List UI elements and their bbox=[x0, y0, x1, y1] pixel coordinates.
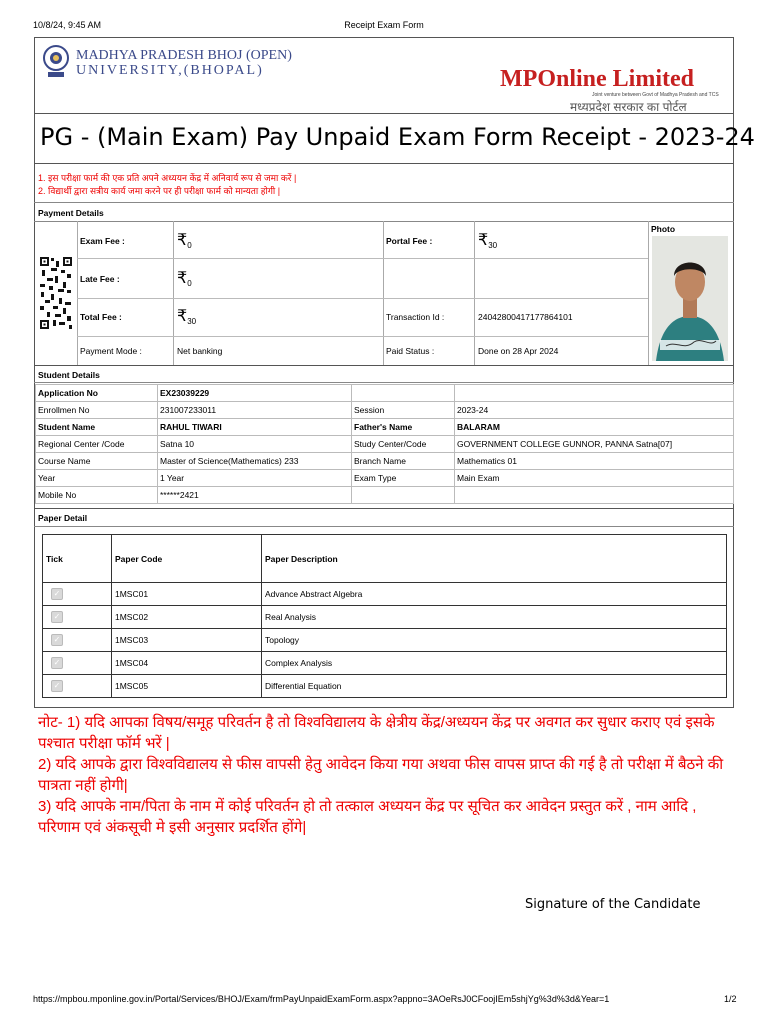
print-datetime: 10/8/24, 9:45 AM bbox=[33, 20, 102, 30]
paper-table bbox=[42, 534, 727, 698]
divider bbox=[34, 526, 734, 527]
paper-description: Differential Equation bbox=[262, 675, 727, 698]
student-field-label: Branch Name bbox=[352, 453, 455, 470]
paper-tick-checkbox[interactable]: ✓ bbox=[51, 634, 63, 646]
paper-header-code: Paper Code bbox=[112, 535, 262, 583]
student-field-value: RAHUL TIWARI bbox=[158, 419, 352, 436]
student-field-label: Student Name bbox=[36, 419, 158, 436]
paid-status-value: Done on 28 Apr 2024 bbox=[478, 346, 559, 356]
paper-row bbox=[43, 675, 727, 698]
paper-description: Advance Abstract Algebra bbox=[262, 583, 727, 606]
paper-row bbox=[43, 606, 727, 629]
paper-section-title: Paper Detail bbox=[38, 513, 88, 523]
student-field-label: Mobile No bbox=[36, 487, 158, 504]
student-field-value bbox=[455, 385, 734, 402]
divider bbox=[34, 163, 734, 164]
student-field-value: 1 Year bbox=[158, 470, 352, 487]
note-3: 3) यदि आपके नाम/पिता के नाम में कोई परिवर्तन हो तो तत्काल अध्ययन केंद्र पर सूचित कर आवेदन प्रस्तुत करें , नाम आदि , परिणाम एवं अंकसूची मे इसी अनुसार प्रदर्शित होंगे| bbox=[38, 798, 697, 836]
total-fee-value bbox=[177, 306, 196, 326]
student-field-label bbox=[352, 487, 455, 504]
print-url: https://mpbou.mponline.gov.in/Portal/Services/BHOJ/Exam/frmPayUnpaidExamForm.aspx?appno=3AOeRsJ0CFoojIEm5shjYg%3d%3d&Year=1 bbox=[33, 994, 610, 1004]
student-row bbox=[36, 436, 734, 453]
payment-mode-value: Net banking bbox=[177, 346, 223, 356]
student-field-value: GOVERNMENT COLLEGE GUNNOR, PANNA Satna[07] bbox=[455, 436, 734, 453]
student-field-value: Master of Science(Mathematics) 233 bbox=[158, 453, 352, 470]
paper-header-tick: Tick bbox=[43, 535, 112, 583]
exam-fee-value bbox=[177, 230, 192, 250]
rupee-icon: ₹ bbox=[177, 270, 188, 287]
portal-fee-value bbox=[478, 230, 497, 250]
total-fee-label: Total Fee : bbox=[80, 312, 122, 322]
grid-line bbox=[77, 336, 648, 337]
photo-label: Photo bbox=[651, 224, 676, 234]
payment-section-title: Payment Details bbox=[38, 208, 104, 218]
university-name-line2: UNIVERSITY,(BHOPAL) bbox=[76, 63, 264, 78]
student-row bbox=[36, 385, 734, 402]
paper-row bbox=[43, 629, 727, 652]
university-emblem bbox=[42, 44, 70, 80]
rupee-icon: ₹ bbox=[177, 232, 188, 249]
student-row bbox=[36, 487, 734, 504]
late-fee-value bbox=[177, 268, 192, 288]
rupee-icon: ₹ bbox=[478, 232, 489, 249]
paper-tick-cell bbox=[43, 652, 112, 675]
late-fee-amount: 0 bbox=[187, 279, 192, 288]
paper-code: 1MSC02 bbox=[112, 606, 262, 629]
paper-tick-cell bbox=[43, 629, 112, 652]
divider bbox=[34, 221, 734, 222]
instruction-1: 1. इस परीक्षा फार्म की एक प्रति अपने अध्ययन केंद्र में अनिवार्य रूप से जमा करें | bbox=[38, 173, 297, 183]
student-row bbox=[36, 402, 734, 419]
qr-code bbox=[39, 256, 73, 330]
transaction-id-value: 24042800417177864101 bbox=[478, 312, 573, 322]
student-field-value: 2023-24 bbox=[455, 402, 734, 419]
candidate-photo bbox=[652, 236, 728, 361]
student-row bbox=[36, 453, 734, 470]
student-field-value: BALARAM bbox=[455, 419, 734, 436]
divider bbox=[34, 113, 734, 114]
transaction-id-label: Transaction Id : bbox=[386, 312, 445, 322]
grid-line bbox=[648, 221, 649, 365]
paper-description: Real Analysis bbox=[262, 606, 727, 629]
paper-code: 1MSC05 bbox=[112, 675, 262, 698]
print-page-title: Receipt Exam Form bbox=[344, 20, 424, 30]
student-field-label bbox=[352, 385, 455, 402]
page-title: PG - (Main Exam) Pay Unpaid Exam Form Receipt - 2023-24 bbox=[40, 123, 755, 151]
student-field-label: Regional Center /Code bbox=[36, 436, 158, 453]
print-page-number: 1/2 bbox=[724, 994, 737, 1004]
paper-tick-checkbox[interactable]: ✓ bbox=[51, 588, 63, 600]
grid-line bbox=[77, 221, 78, 365]
student-field-label: Enrollmen No bbox=[36, 402, 158, 419]
signature-label: Signature of the Candidate bbox=[525, 897, 701, 912]
divider bbox=[34, 508, 734, 509]
student-row bbox=[36, 470, 734, 487]
instruction-2: 2. विद्यार्थी द्वारा सत्रीय कार्य जमा करने पर ही परीक्षा फार्म को मान्यता होगी | bbox=[38, 186, 281, 196]
student-field-label: Study Center/Code bbox=[352, 436, 455, 453]
paper-header-description: Paper Description bbox=[262, 535, 727, 583]
mponline-tagline: Joint venture between Govt of Madhya Pradesh and TCS bbox=[592, 92, 719, 98]
rupee-icon: ₹ bbox=[177, 308, 188, 325]
paper-row bbox=[43, 652, 727, 675]
mponline-logo bbox=[500, 66, 719, 115]
student-field-value: Satna 10 bbox=[158, 436, 352, 453]
student-field-label: Father's Name bbox=[352, 419, 455, 436]
exam-fee-amount: 0 bbox=[187, 241, 192, 250]
student-field-value: Mathematics 01 bbox=[455, 453, 734, 470]
divider bbox=[34, 365, 734, 366]
university-name bbox=[76, 48, 292, 78]
student-field-label: Course Name bbox=[36, 453, 158, 470]
paper-code: 1MSC03 bbox=[112, 629, 262, 652]
paper-tick-cell bbox=[43, 606, 112, 629]
late-fee-label: Late Fee : bbox=[80, 274, 120, 284]
mponline-brand: MPOnline Limited bbox=[500, 66, 694, 92]
paid-status-label: Paid Status : bbox=[386, 346, 435, 356]
student-field-value: Main Exam bbox=[455, 470, 734, 487]
student-details-table bbox=[35, 384, 734, 504]
paper-tick-checkbox[interactable]: ✓ bbox=[51, 611, 63, 623]
university-name-line1: MADHYA PRADESH BHOJ (OPEN) bbox=[76, 48, 292, 63]
paper-row bbox=[43, 583, 727, 606]
grid-line bbox=[173, 221, 174, 365]
student-section-title: Student Details bbox=[38, 370, 100, 380]
payment-mode-label: Payment Mode : bbox=[80, 346, 142, 356]
paper-tick-cell bbox=[43, 583, 112, 606]
grid-line bbox=[474, 221, 475, 365]
student-field-label: Exam Type bbox=[352, 470, 455, 487]
student-field-label: Session bbox=[352, 402, 455, 419]
student-field-value: EX23039229 bbox=[158, 385, 352, 402]
student-field-label: Application No bbox=[36, 385, 158, 402]
paper-description: Topology bbox=[262, 629, 727, 652]
total-fee-amount: 30 bbox=[187, 317, 197, 326]
grid-line bbox=[77, 258, 648, 259]
instructions bbox=[38, 172, 296, 198]
student-field-label: Year bbox=[36, 470, 158, 487]
portal-fee-amount: 30 bbox=[488, 241, 498, 250]
paper-tick-checkbox[interactable]: ✓ bbox=[51, 657, 63, 669]
divider bbox=[34, 202, 734, 203]
grid-line bbox=[77, 298, 648, 299]
paper-description: Complex Analysis bbox=[262, 652, 727, 675]
mponline-hindi: मध्यप्रदेश सरकार का पोर्टल bbox=[570, 100, 687, 114]
paper-code: 1MSC01 bbox=[112, 583, 262, 606]
divider bbox=[34, 382, 734, 383]
grid-line bbox=[383, 221, 384, 365]
student-row bbox=[36, 419, 734, 436]
student-field-value: 231007233011 bbox=[158, 402, 352, 419]
student-field-value bbox=[455, 487, 734, 504]
student-field-value: ******2421 bbox=[158, 487, 352, 504]
note-1: नोट- 1) यदि आपका विषय/समूह परिवर्तन है तो विश्वविद्यालय के क्षेत्रीय केंद्र/अध्ययन केंद्र पर अवगत कर सुधार कराए एवं इसके पश्चात परीक्षा फॉर्म भरें | bbox=[38, 714, 715, 752]
paper-code: 1MSC04 bbox=[112, 652, 262, 675]
paper-tick-checkbox[interactable]: ✓ bbox=[51, 680, 63, 692]
paper-tick-cell bbox=[43, 675, 112, 698]
portal-fee-label: Portal Fee : bbox=[386, 236, 433, 246]
exam-fee-label: Exam Fee : bbox=[80, 236, 125, 246]
note-2: 2) यदि आपके द्वारा विश्वविद्यालय से फीस वापसी हेतु आवेदन किया गया अथवा फीस वापस प्राप्त की गई है तो परीक्षा में बैठने की पात्रता नहीं होगी| bbox=[38, 756, 724, 794]
